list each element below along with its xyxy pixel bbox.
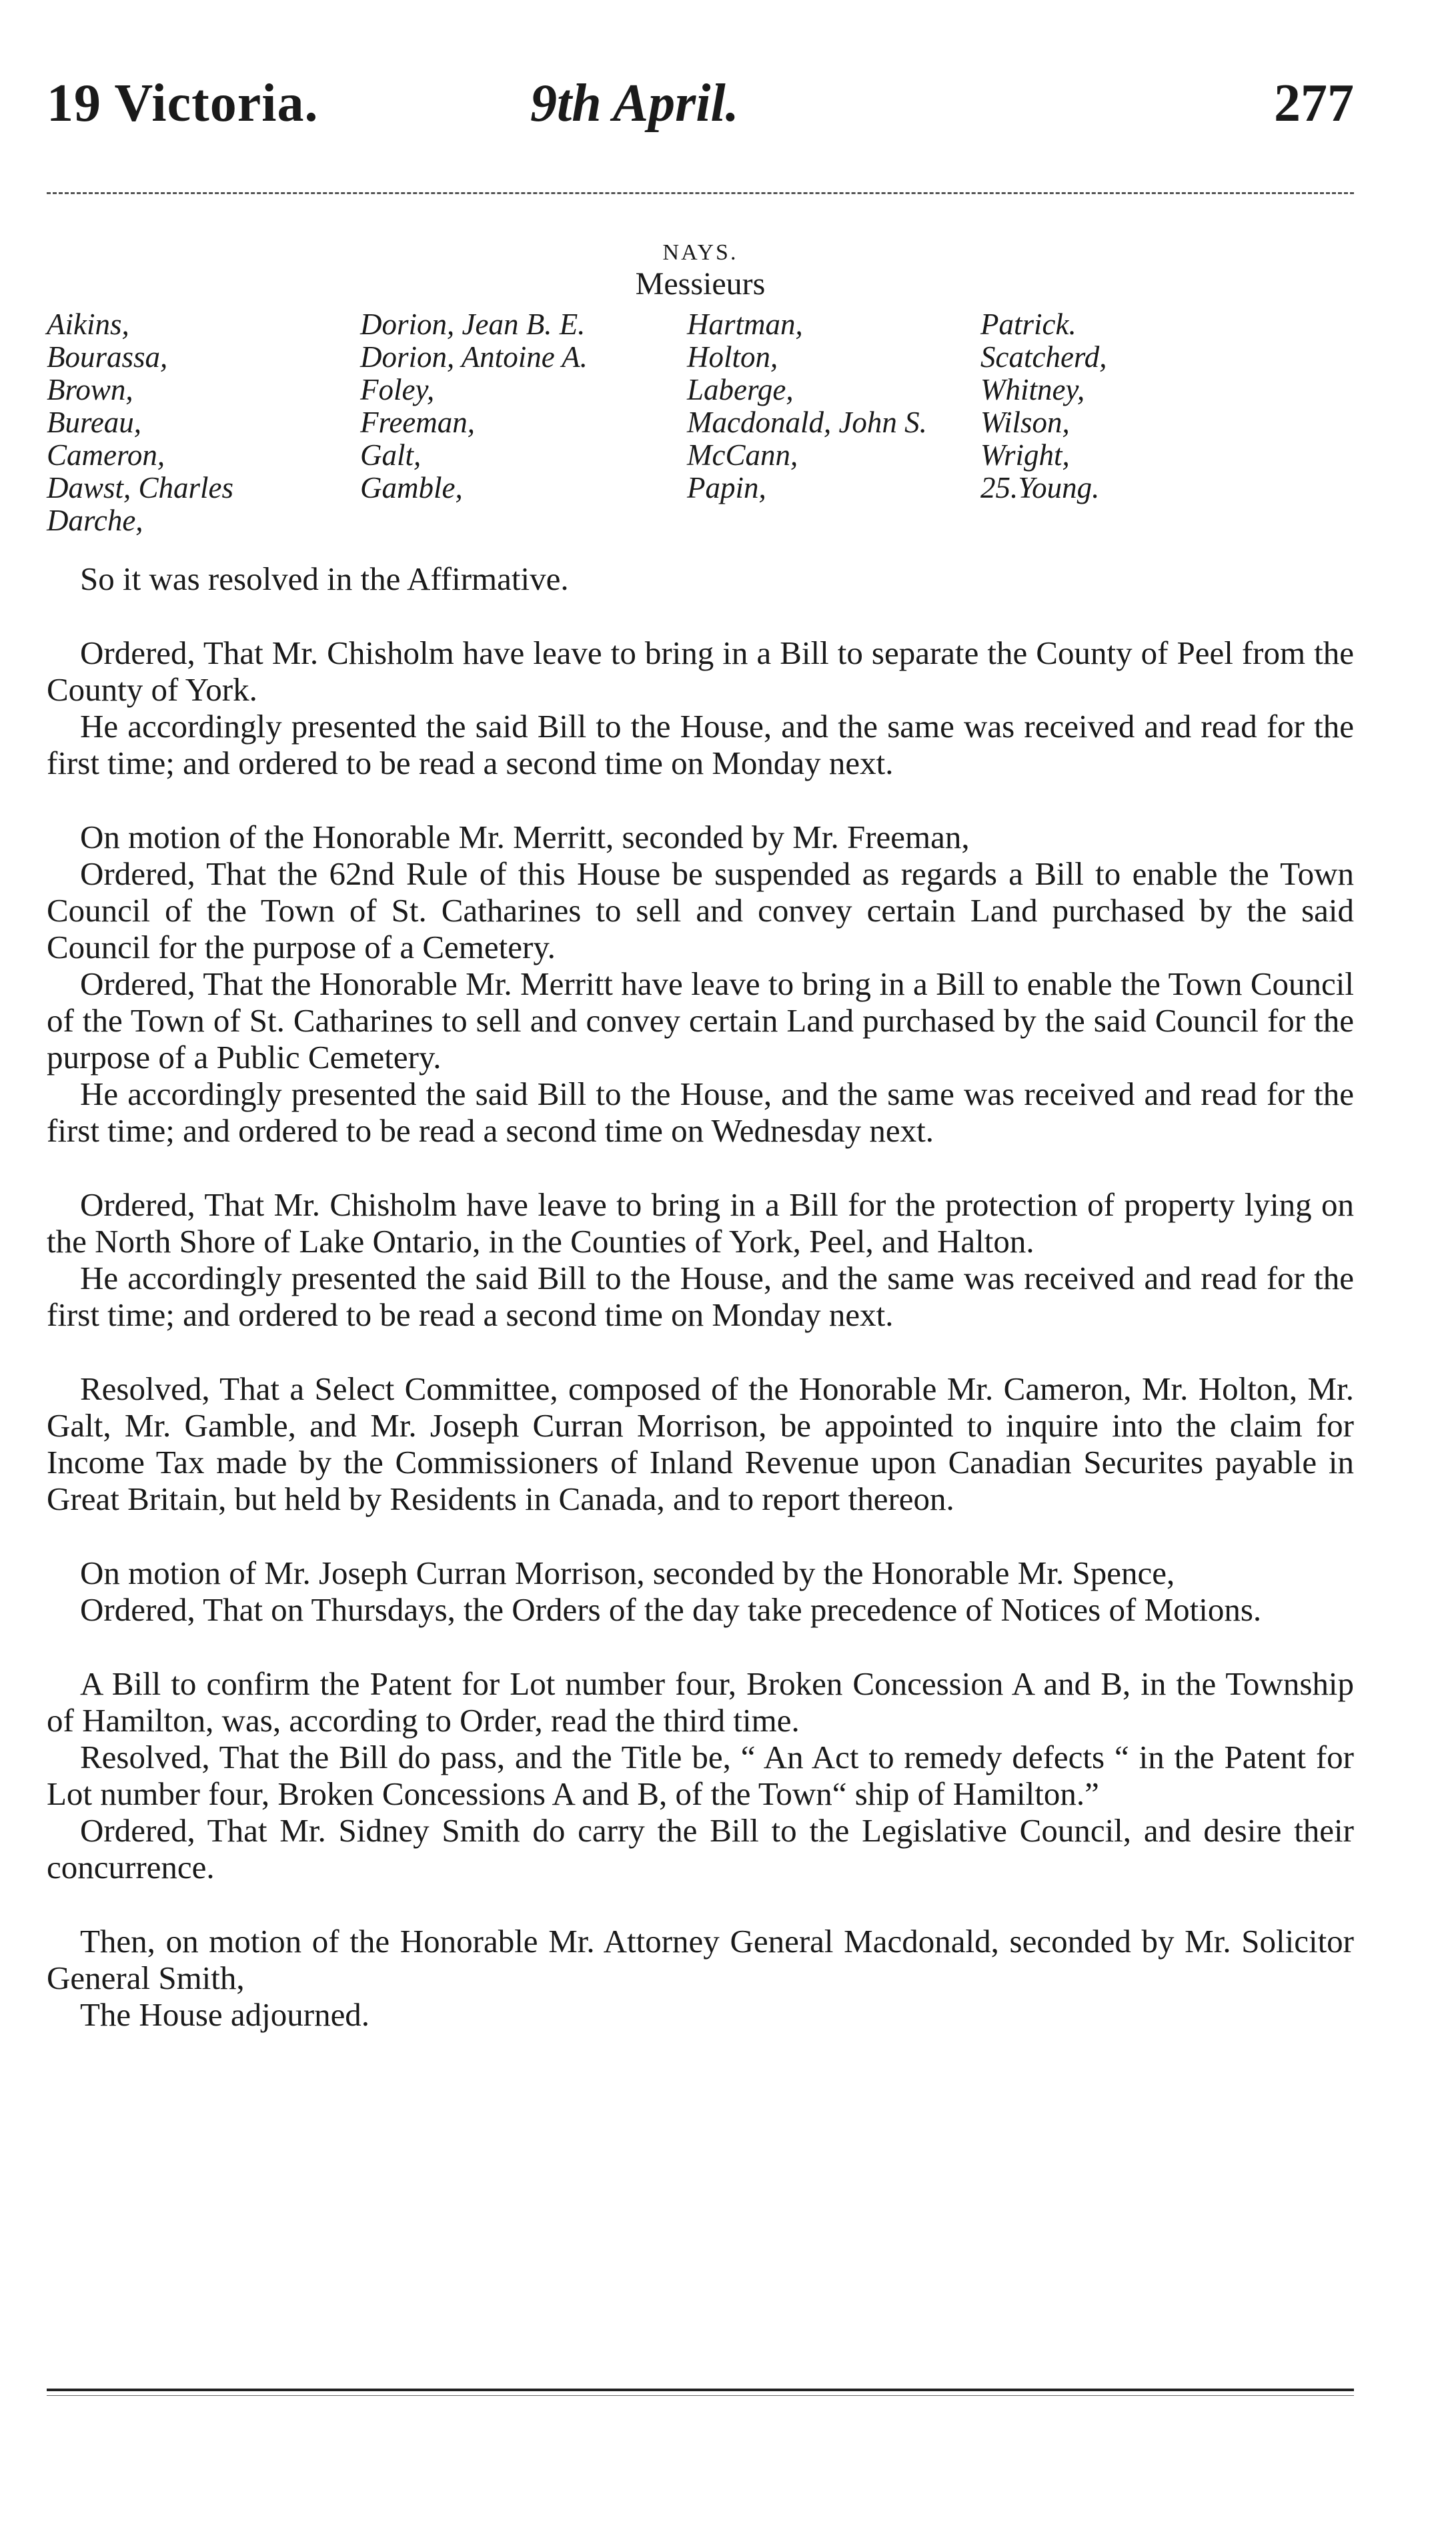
paragraph: Ordered, That Mr. Chisholm have leave to bring in a Bill to separate the County of Peel from the County of York. bbox=[47, 634, 1354, 708]
adjournment-line: The House adjourned. bbox=[80, 1996, 370, 2033]
paragraph: Resolved, That a Select Committee, composed of the Honorable Mr. Cameron, Mr. Holton, Mr. Galt, Mr. Gamble, and Mr. Joseph Curran Morrison, be appointed to inquire into the claim for Income Tax made by the Commissioners of Inland Revenue upon Canadian Securites payable in Great Britain, but held by Residents in Canada, and to report thereon. bbox=[47, 1370, 1354, 1517]
paragraph: Ordered, That Mr. Sidney Smith do carry the Bill to the Legislative Council, and desire their concurrence. bbox=[47, 1812, 1354, 1885]
nays-heading: NAYS. bbox=[662, 240, 738, 265]
names-column-4 bbox=[980, 308, 1107, 504]
name-entry: Macdonald, John S. bbox=[687, 406, 927, 439]
name-entry: Gamble, bbox=[360, 471, 463, 504]
names-column-2 bbox=[360, 308, 588, 504]
name-entry: Whitney, bbox=[980, 373, 1085, 406]
name-entry: Freeman, bbox=[360, 406, 476, 439]
name-entry: Wright, bbox=[980, 438, 1070, 472]
name-entry: Galt, bbox=[360, 438, 422, 472]
name-entry: Holton, bbox=[687, 340, 778, 374]
name-entry: Scatcherd, bbox=[980, 340, 1107, 374]
name-entry: Dorion, Jean B. E. bbox=[360, 308, 586, 341]
name-entry: Brown, bbox=[47, 373, 133, 406]
name-entry: Papin, bbox=[687, 471, 766, 504]
paragraph: Ordered, That the Honorable Mr. Merritt have leave to bring in a Bill to enable the Town Council of the Town of St. Catharines to sell and convey certain Land purchased by the said Council for the purpose of a Public Cemetery. bbox=[47, 965, 1354, 1076]
name-entry: 25.Young. bbox=[980, 471, 1100, 504]
paragraph: Ordered, That the 62nd Rule of this House be suspended as regards a Bill to enable the Town Council of the Town of St. Catharines to sell and convey certain Land purchased by the said Council for the purpose of a Cemetery. bbox=[47, 855, 1354, 965]
name-entry: Laberge, bbox=[687, 373, 794, 406]
footer-rule bbox=[47, 2389, 1354, 2391]
paragraph: On motion of the Honorable Mr. Merritt, seconded by Mr. Freeman, bbox=[80, 819, 970, 855]
page-header bbox=[47, 73, 1354, 147]
footer-rule-thin bbox=[47, 2395, 1354, 2396]
paragraph: Then, on motion of the Honorable Mr. Attorney General Macdonald, seconded by Mr. Solicitor General Smith, bbox=[47, 1923, 1354, 1996]
paragraph: Ordered, That on Thursdays, the Orders of the day take precedence of Notices of Motions. bbox=[80, 1591, 1262, 1628]
paragraph: He accordingly presented the said Bill to the House, and the same was received and read for the first time; and ordered to be read a second time on Monday next. bbox=[47, 1260, 1354, 1333]
name-entry: Wilson, bbox=[980, 406, 1070, 439]
resolution-result: So it was resolved in the Affirmative. bbox=[80, 560, 569, 597]
name-entry: Bourassa, bbox=[47, 340, 168, 374]
paragraph: Ordered, That Mr. Chisholm have leave to bring in a Bill for the protection of property lying on the North Shore of Lake Ontario, in the Counties of York, Peel, and Halton. bbox=[47, 1186, 1354, 1260]
journal-page bbox=[47, 0, 1354, 2546]
date-heading: 9th April. bbox=[530, 74, 739, 133]
name-entry: Bureau, bbox=[47, 406, 142, 439]
name-entry: Aikins, bbox=[47, 308, 129, 341]
messieurs-heading: Messieurs bbox=[635, 266, 766, 302]
regnal-year: 19 Victoria. bbox=[47, 74, 319, 133]
name-entry: Darche, bbox=[47, 504, 143, 537]
name-entry: Hartman, bbox=[687, 308, 803, 341]
paragraph: He accordingly presented the said Bill to the House, and the same was received and read for the first time; and ordered to be read a second time on Monday next. bbox=[47, 708, 1354, 781]
journal-body bbox=[47, 560, 1354, 2033]
header-divider bbox=[47, 192, 1354, 194]
names-column-3 bbox=[687, 308, 927, 504]
name-entry: Dawst, Charles bbox=[47, 471, 234, 504]
paragraph: A Bill to confirm the Patent for Lot number four, Broken Concession A and B, in the Township of Hamilton, was, according to Order, read the third time. bbox=[47, 1665, 1354, 1739]
name-entry: Foley, bbox=[360, 373, 435, 406]
page-number: 277 bbox=[1274, 74, 1354, 133]
name-entry: Patrick. bbox=[980, 308, 1076, 341]
name-entry: Cameron, bbox=[47, 438, 165, 472]
paragraph: Resolved, That the Bill do pass, and the Title be, “ An Act to remedy defects “ in the Patent for Lot number four, Broken Concessions A and B, of the Town“ ship of Hamilton.” bbox=[47, 1739, 1354, 1812]
paragraph: On motion of Mr. Joseph Curran Morrison, seconded by the Honorable Mr. Spence, bbox=[80, 1555, 1175, 1591]
paragraph: He accordingly presented the said Bill to the House, and the same was received and read for the first time; and ordered to be read a second time on Wednesday next. bbox=[47, 1076, 1354, 1149]
names-column-1 bbox=[47, 308, 233, 537]
name-entry: McCann, bbox=[687, 438, 798, 472]
name-entry: Dorion, Antoine A. bbox=[360, 340, 588, 374]
